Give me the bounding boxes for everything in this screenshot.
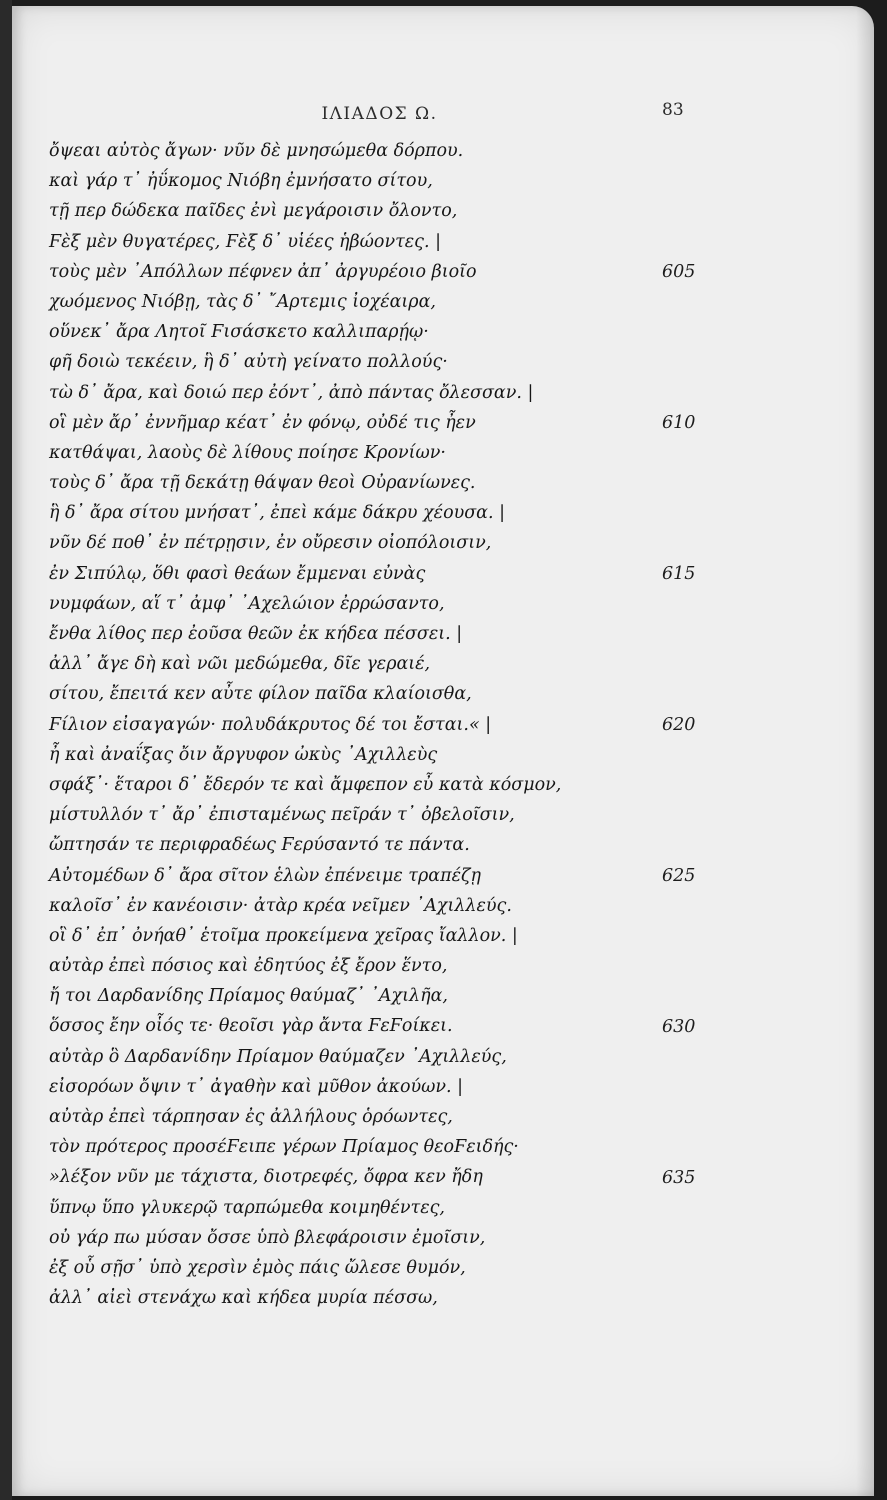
scan-border xyxy=(0,0,12,1500)
verse-line: Ϝίλιον εἰσαγαγών· πολυδάκρυτος δέ τοι ἔσται.« | xyxy=(49,714,492,735)
verse-line: εἰσορόων ὄψιν τ᾽ ἀγαθὴν καὶ μῦθον ἀκούων. | xyxy=(49,1076,464,1097)
verse-line: κατθάψαι, λαοὺς δὲ λίθους ποίησε Κρονίων· xyxy=(49,442,446,463)
verse-line: τῇ περ δώδεκα παῖδες ἐνὶ μεγάροισιν ὄλοντο, xyxy=(49,201,458,222)
verse-line: ὕπνῳ ὕπο γλυκερῷ ταρπώμεθα κοιμηθέντες, xyxy=(49,1197,445,1218)
verse-line: ἔνθα λίθος περ ἐοῦσα θεῶν ἐκ κήδεα πέσσει. | xyxy=(49,624,463,644)
verse-line: ἀλλ᾽ αἰεὶ στενάχω καὶ κήδεα μυρία πέσσω, xyxy=(49,1288,438,1309)
book-page xyxy=(12,6,874,1496)
verse-line: τὸν πρότερος προσέϜειπε γέρων Πρίαμος θεοϜειδής· xyxy=(49,1137,519,1158)
verse-line: οἳ μὲν ἄρ᾽ ἐννῆμαρ κέατ᾽ ἐν φόνῳ, οὐδέ τις ἦεν xyxy=(49,412,476,433)
verse-line: νῦν δέ ποθ᾽ ἐν πέτρῃσιν, ἐν οὔρεσιν οἰοπόλοισιν, xyxy=(49,533,492,554)
verse-line: οἳ δ᾽ ἐπ᾽ ὀνήαθ᾽ ἑτοῖμα προκείμενα χεῖρας ἴαλλον. | xyxy=(49,925,518,946)
verse-line: σίτου, ἔπειτά κεν αὖτε φίλον παῖδα κλαίοισθα, xyxy=(49,684,472,705)
verse-block xyxy=(49,136,669,1313)
line-number: 615 xyxy=(662,563,696,584)
verse-line: τὼ δ᾽ ἄρα, καὶ δοιώ περ ἐόντ᾽, ἀπὸ πάντας ὄλεσσαν. | xyxy=(49,382,534,403)
line-number: 635 xyxy=(662,1167,696,1188)
line-number: 630 xyxy=(662,1016,696,1037)
line-number: 620 xyxy=(662,714,696,735)
line-number: 610 xyxy=(662,412,696,433)
verse-line: μίστυλλόν τ᾽ ἄρ᾽ ἐπισταμένως πεῖράν τ᾽ ὀβελοῖσιν, xyxy=(49,805,515,826)
page-number: 83 xyxy=(662,100,684,120)
verse-line: τοὺς δ᾽ ἄρα τῇ δεκάτῃ θάψαν θεοὶ Οὐρανίωνες. xyxy=(49,473,476,494)
verse-line: »λέξον νῦν με τάχιστα, διοτρεφές, ὄφρα κεν ἤδη xyxy=(49,1167,483,1188)
verse-line: ὤπτησάν τε περιφραδέως Ϝερύσαντό τε πάντα. xyxy=(49,835,470,856)
verse-line: αὐτὰρ ἐπεὶ τάρπησαν ἐς ἀλλήλους ὁρόωντες, xyxy=(49,1107,453,1127)
verse-line: καλοῖσ᾽ ἐν κανέοισιν· ἀτὰρ κρέα νεῖμεν ᾿Αχιλλεύς. xyxy=(49,895,512,916)
verse-line: καὶ γάρ τ᾽ ἠΰκομος Νιόβη ἐμνήσατο σίτου, xyxy=(49,171,433,192)
verse-line: νυμφάων, αἵ τ᾽ ἀμφ᾽ ᾿Αχελώιον ἐρρώσαντο, xyxy=(49,593,445,614)
verse-line: ἀλλ᾽ ἄγε δὴ καὶ νῶι μεδώμεθα, δῖε γεραιέ, xyxy=(49,654,431,675)
verse-line: ἦ καὶ ἀναΐξας ὄιν ἄργυφον ὠκὺς ᾿Αχιλλεὺς xyxy=(49,744,438,765)
verse-line: Ϝὲξ μὲν θυγατέρες, Ϝὲξ δ᾽ υἱέες ἡβώοντες. | xyxy=(49,231,441,252)
verse-line: φῆ δοιὼ τεκέειν, ἣ δ᾽ αὐτὴ γείνατο πολλούς· xyxy=(49,352,448,373)
verse-line: σφάξ᾽· ἕταροι δ᾽ ἔδερόν τε καὶ ἄμφεπον εὖ κατὰ κόσμον, xyxy=(49,774,562,795)
verse-line: ἐν Σιπύλῳ, ὅθι φασὶ θεάων ἔμμεναι εὐνὰς xyxy=(49,563,426,584)
verse-line: αὐτὰρ ἐπεὶ πόσιος καὶ ἐδητύος ἐξ ἔρον ἕντο, xyxy=(49,956,448,977)
verse-line: αὐτὰρ ὃ Δαρδανίδην Πρίαμον θαύμαζεν ᾿Αχιλλεύς, xyxy=(49,1046,507,1067)
verse-line: ἐξ οὗ σῇσ᾽ ὑπὸ χερσὶν ἐμὸς πάις ὤλεσε θυμόν, xyxy=(49,1257,466,1278)
verse-line: τοὺς μὲν ᾿Απόλλων πέφνεν ἀπ᾽ ἀργυρέοιο βιοῖο xyxy=(49,261,477,282)
verse-line: ὄψεαι αὐτὸς ἄγων· νῦν δὲ μνησώμεθα δόρπου. xyxy=(49,141,464,161)
running-head-title: ΙΛΙΑΔΟΣ Ω. xyxy=(321,104,438,124)
verse-line: οὕνεκ᾽ ἄρα Λητοῖ Ϝισάσκετο καλλιπαρῄῳ· xyxy=(49,322,429,343)
verse-line: ὅσσος ἔην οἷός τε· θεοῖσι γὰρ ἄντα ϜεϜοίκει. xyxy=(49,1016,453,1037)
verse-line: ἤ τοι Δαρδανίδης Πρίαμος θαύμαζ᾽ ᾿Αχιλῆα, xyxy=(49,986,448,1007)
verse-line: ἣ δ᾽ ἄρα σίτου μνήσατ᾽, ἐπεὶ κάμε δάκρυ χέουσα. | xyxy=(49,503,506,524)
verse-line: χωόμενος Νιόβῃ, τὰς δ᾽ ῎Αρτεμις ἰοχέαιρα, xyxy=(49,291,436,312)
verse-line: οὐ γάρ πω μύσαν ὄσσε ὑπὸ βλεφάροισιν ἐμοῖσιν, xyxy=(49,1227,486,1248)
line-number: 605 xyxy=(662,261,696,282)
verse-line: Αὐτομέδων δ᾽ ἄρα σῖτον ἑλὼν ἐπένειμε τραπέζῃ xyxy=(49,865,481,886)
line-number: 625 xyxy=(662,865,696,886)
